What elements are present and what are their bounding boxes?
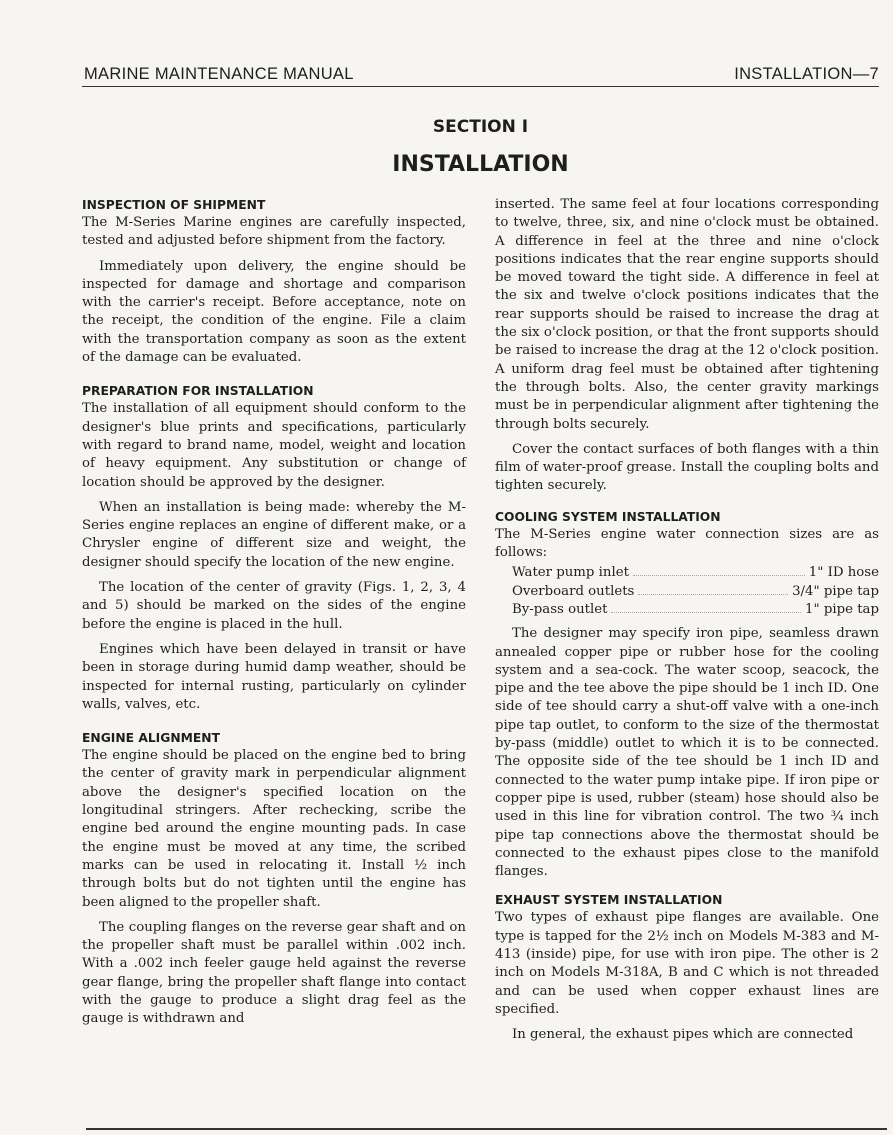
paragraph: The location of the center of gravity (Figs. 1, 2, 3, 4 and 5) should be marked on the sides of the engine before the engine is placed in the hull. [82, 580, 466, 632]
heading-alignment: ENGINE ALIGNMENT [82, 731, 220, 746]
connection-size: 1" pipe tap [805, 601, 879, 617]
paragraph: When an installation is being made: whereby the M-Series engine replaces an engine of different make, or a Chrysler engine of different size and weight, the designer should specify the location of the new engine. [82, 499, 466, 570]
dot-leader [611, 612, 801, 613]
heading-exhaust: EXHAUST SYSTEM INSTALLATION [495, 893, 723, 908]
connection-row [512, 564, 879, 582]
connection-size: 1" ID hose [808, 565, 879, 581]
paragraph: The coupling flanges on the reverse gear shaft and on the propeller shaft must be parallel within .002 inch. With a .002 inch feeler gauge held against the reverse gear flange, bring the propeller shaft flange into contact with the gauge to produce a slight drag feel as the gauge is withdrawn and [82, 919, 466, 1027]
paragraph: Engines which have been delayed in transit or have been in storage during humid damp weather, should be inspected for internal rusting, particularly on cylinder walls, valves, etc. [82, 641, 466, 712]
section-label: SECTION I [432, 117, 529, 137]
connection-row [512, 601, 879, 619]
connection-name: Overboard outlets [512, 583, 635, 599]
dot-leader [633, 575, 805, 576]
dot-leader [638, 594, 788, 595]
paragraph: The M-Series Marine engines are carefully inspected, tested and adjusted before shipment from the factory. [82, 215, 466, 249]
heading-preparation: PREPARATION FOR INSTALLATION [82, 384, 314, 399]
paragraph: inserted. The same feel at four locations corresponding to twelve, three, six, and nine o'clock must be obtained. A difference in feel at the three and nine o'clock positions indicates that the rear engine supports should be moved toward the tight side. A difference in feel at the six and twelve o'clock positions indicates that the rear supports should be raised to increase the drag at the six o'clock position, or that the front supports should be raised to increase the drag at the 12 o'clock position. A uniform drag feel must be obtained after tightening the through bolts. Also, the center gravity markings must be in perpendicular alignment after tightening the through bolts securely. [495, 197, 879, 432]
paragraph: Cover the contact surfaces of both flanges with a thin film of water-proof grease. Install the coupling bolts and tighten securely. [495, 441, 879, 494]
connection-sizes-list [512, 564, 879, 619]
running-header [82, 62, 879, 87]
paragraph: Two types of exhaust pipe flanges are available. One type is tapped for the 2½ inch on Models M-383 and M-413 (inside) pipe, for use with iron pipe. The other is 2 inch on Models M-318A, B and C which is not threaded and can be used when copper exhaust lines are specified. [495, 910, 879, 1017]
header-page-number: INSTALLATION—7 [734, 65, 879, 83]
connection-name: Water pump inlet [512, 565, 629, 581]
connection-row [512, 583, 879, 601]
page-title: INSTALLATION [392, 152, 569, 177]
header-manual-title: MARINE MAINTENANCE MANUAL [84, 65, 354, 83]
heading-inspection: INSPECTION OF SHIPMENT [82, 198, 266, 212]
footer-rule [86, 1128, 887, 1130]
paragraph: The installation of all equipment should conform to the designer's blue prints and specifications, particularly with regard to brand name, model, weight and location of heavy equipment. Any substitution or change of location should be approved by the designer. [82, 401, 466, 490]
paragraph: Immediately upon delivery, the engine should be inspected for damage and shortage and comparison with the carrier's receipt. Before acceptance, note on the receipt, the condition of the engine. File a claim with the transportation company as soon as the extent of the damage can be evaluated. [82, 258, 466, 366]
right-column [495, 196, 879, 1051]
paragraph: The M-Series engine water connection sizes are as follows: [495, 526, 879, 561]
paragraph: The designer may specify iron pipe, seamless drawn annealed copper pipe or rubber hose for the cooling system and a sea-cock. The water scoop, seacock, the pipe and the tee above the pipe should be 1 inch ID. One side of tee should carry a shut-off valve with a one-inch pipe tap outlet, to conform to the size of the thermostat by-pass (middle) outlet to which it is to be connected. The opposite side of the tee should be 1 inch ID and connected to the water pump intake pipe. If iron pipe or copper pipe is used, rubber (steam) hose should also be used in this line for vibration control. The two ¾ inch pipe tap connections above the thermostat should be connected to the exhaust pipes close to the manifold flanges. [495, 626, 879, 880]
left-column [82, 196, 466, 1036]
heading-cooling: COOLING SYSTEM INSTALLATION [495, 509, 721, 524]
paragraph: In general, the exhaust pipes which are connected [512, 1027, 854, 1043]
connection-size: 3/4" pipe tap [792, 583, 879, 599]
paragraph: The engine should be placed on the engine bed to bring the center of gravity mark in perpendicular alignment above the designer's specified location on the longitudinal stringers. After rechecking, scribe the engine bed around the engine mounting pads. In case the engine must be moved at any time, the scribed marks can be used in relocating it. Install ½ inch through bolts but do not tighten until the engine has been aligned to the propeller shaft. [82, 748, 466, 910]
connection-name: By-pass outlet [512, 601, 608, 617]
